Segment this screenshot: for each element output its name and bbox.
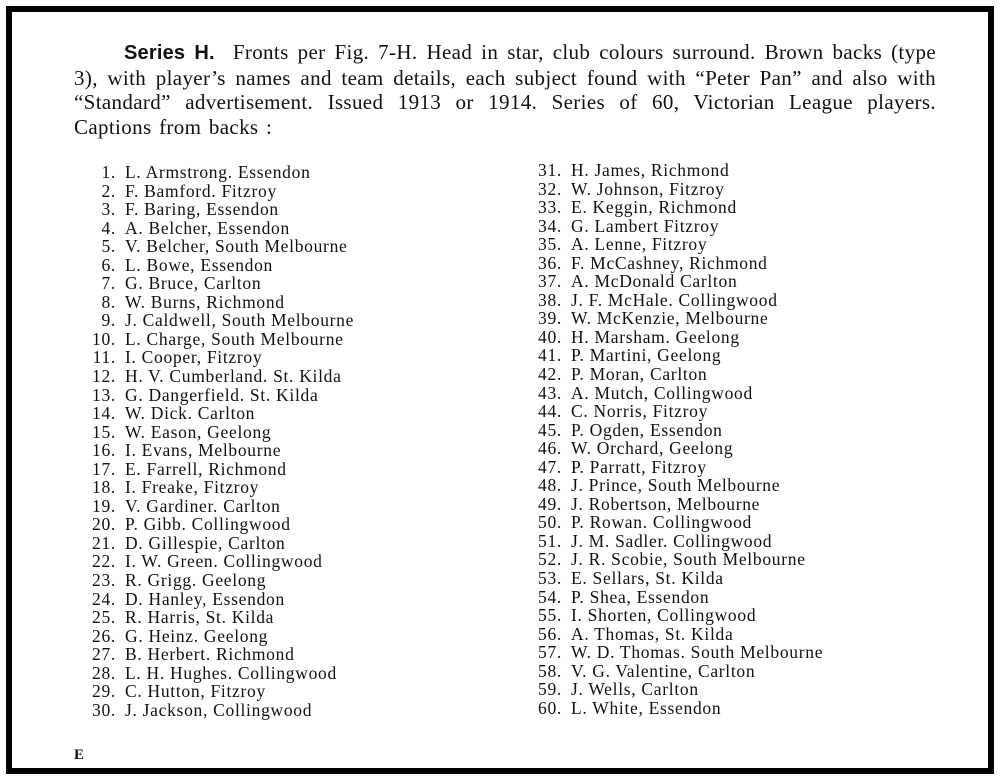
player-name-team: G. Heinz. Geelong <box>125 625 269 646</box>
player-list-item <box>72 182 492 201</box>
player-number: 15. <box>92 421 116 442</box>
player-list-item <box>500 198 940 217</box>
player-list-item <box>500 680 940 699</box>
player-name-team: W. McKenzie, Melbourne <box>571 308 769 329</box>
player-name-team: J. F. McHale. Collingwood <box>571 289 778 310</box>
player-list-item <box>500 458 940 477</box>
player-number: 50. <box>538 512 562 533</box>
player-name-team: W. Orchard, Geelong <box>571 438 734 459</box>
player-list-item <box>72 534 492 553</box>
player-list-item <box>500 662 940 681</box>
player-number: 25. <box>92 607 116 628</box>
player-list-item <box>72 367 492 386</box>
player-number: 40. <box>538 326 562 347</box>
player-number: 21. <box>92 532 116 553</box>
player-number: 18. <box>92 477 116 498</box>
player-number: 54. <box>538 586 562 607</box>
player-name-team: I. Freake, Fitzroy <box>125 477 260 498</box>
player-name-team: W. Dick. Carlton <box>125 403 256 424</box>
player-number: 49. <box>538 493 562 514</box>
player-number: 60. <box>538 697 562 718</box>
player-list-item <box>500 625 940 644</box>
player-name-team: A. Thomas, St. Kilda <box>571 623 734 644</box>
player-number: 43. <box>538 382 562 403</box>
player-list-item <box>500 439 940 458</box>
player-list-item <box>500 384 940 403</box>
player-list-left-column <box>72 163 492 719</box>
player-list-item <box>500 550 940 569</box>
player-list-item <box>500 272 940 291</box>
player-number: 24. <box>92 588 116 609</box>
player-list-item <box>72 237 492 256</box>
player-list-item <box>72 200 492 219</box>
player-name-team: V. Belcher, South Melbourne <box>125 236 348 257</box>
series-title: Series H. <box>124 42 215 64</box>
player-name-team: G. Bruce, Carlton <box>125 273 262 294</box>
series-description: Fronts per Fig. 7-H. Head in star, club colours surround. Brown backs (type 3), with player’s names and team details, each subject found with “Peter Pan” and also with “Standard” advertisement. Issued 1913 or 1914. Series of 60, Victorian League players. Captions from backs : <box>74 40 936 139</box>
player-list-item <box>500 476 940 495</box>
player-number: 38. <box>538 289 562 310</box>
page-frame <box>6 6 994 774</box>
player-name-team: L. Armstrong. Essendon <box>125 162 311 182</box>
page-footer-letter: E <box>74 747 85 763</box>
player-list-item <box>72 256 492 275</box>
player-name-team: V. G. Valentine, Carlton <box>571 660 756 681</box>
player-list-item <box>500 421 940 440</box>
player-list-item <box>72 274 492 293</box>
player-number: 19. <box>92 495 116 516</box>
player-name-team: D. Gillespie, Carlton <box>125 532 286 553</box>
player-number: 39. <box>538 308 562 329</box>
player-number: 59. <box>538 679 562 700</box>
player-number: 12. <box>92 366 116 387</box>
player-name-team: J. R. Scobie, South Melbourne <box>571 549 806 570</box>
player-name-team: R. Grigg. Geelong <box>125 570 267 591</box>
player-name-team: P. Rowan. Collingwood <box>571 512 752 533</box>
player-name-team: V. Gardiner. Carlton <box>125 495 281 516</box>
player-list-item <box>500 235 940 254</box>
player-number: 56. <box>538 623 562 644</box>
player-list-item <box>72 608 492 627</box>
player-list-item <box>500 606 940 625</box>
player-name-team: J. Robertson, Melbourne <box>571 493 761 514</box>
player-name-team: F. Baring, Essendon <box>125 199 279 220</box>
player-number: 26. <box>92 625 116 646</box>
player-list-item <box>500 217 940 236</box>
player-list-item <box>72 682 492 701</box>
series-intro-paragraph <box>74 40 936 139</box>
player-number: 42. <box>538 364 562 385</box>
player-list-item <box>72 293 492 312</box>
player-number: 52. <box>538 549 562 570</box>
player-name-team: I. Evans, Melbourne <box>125 440 282 461</box>
player-name-team: I. Shorten, Collingwood <box>571 605 757 626</box>
player-name-team: J. Prince, South Melbourne <box>571 475 781 496</box>
player-list-item <box>500 254 940 273</box>
player-list-item <box>500 161 940 180</box>
player-number: 58. <box>538 660 562 681</box>
player-name-team: J. Caldwell, South Melbourne <box>125 310 355 331</box>
player-number: 46. <box>538 438 562 459</box>
player-list-item <box>500 699 940 718</box>
player-name-team: R. Harris, St. Kilda <box>125 607 275 628</box>
player-list-item <box>72 571 492 590</box>
player-list-right-column <box>500 161 940 717</box>
player-list-item <box>500 291 940 310</box>
player-number: 53. <box>538 568 562 589</box>
player-list-item <box>72 441 492 460</box>
player-list-item <box>500 180 940 199</box>
player-number: 17. <box>92 458 116 479</box>
player-number: 35. <box>538 234 562 255</box>
player-number: 3. <box>101 199 116 220</box>
player-number: 6. <box>101 254 116 275</box>
player-name-team: G. Dangerfield. St. Kilda <box>125 384 319 405</box>
document-page <box>12 12 988 768</box>
player-list-item <box>72 460 492 479</box>
player-number: 31. <box>538 160 562 180</box>
player-name-team: P. Parratt, Fitzroy <box>571 456 707 477</box>
player-number: 37. <box>538 271 562 292</box>
player-number: 23. <box>92 570 116 591</box>
player-list-item <box>72 404 492 423</box>
player-list-item <box>500 365 940 384</box>
player-name-team: A. Belcher, Essendon <box>125 217 290 238</box>
player-list-item <box>500 346 940 365</box>
player-list-item <box>500 569 940 588</box>
player-list-item <box>72 515 492 534</box>
player-number: 33. <box>538 197 562 218</box>
player-name-team: F. McCashney, Richmond <box>571 252 768 273</box>
player-name-team: C. Hutton, Fitzroy <box>125 681 266 702</box>
player-list-item <box>500 643 940 662</box>
player-number: 34. <box>538 215 562 236</box>
player-name-team: A. Lenne, Fitzroy <box>571 234 708 255</box>
player-list-item <box>72 219 492 238</box>
player-number: 9. <box>101 310 116 331</box>
player-name-team: H. V. Cumberland. St. Kilda <box>125 366 342 387</box>
player-list-item <box>72 627 492 646</box>
player-number: 11. <box>92 347 116 368</box>
player-number: 20. <box>92 514 116 535</box>
player-name-team: E. Keggin, Richmond <box>571 197 737 218</box>
player-name-team: P. Moran, Carlton <box>571 364 708 385</box>
player-list-item <box>500 328 940 347</box>
player-name-team: W. Eason, Geelong <box>125 421 272 442</box>
player-number: 51. <box>538 530 562 551</box>
player-name-team: W. Burns, Richmond <box>125 291 285 312</box>
player-number: 16. <box>92 440 116 461</box>
player-name-team: P. Shea, Essendon <box>571 586 710 607</box>
player-list-item <box>500 402 940 421</box>
player-number: 41. <box>538 345 562 366</box>
player-name-team: E. Farrell, Richmond <box>125 458 287 479</box>
player-number: 2. <box>101 180 116 201</box>
player-list-item <box>500 495 940 514</box>
player-name-team: J. Jackson, Collingwood <box>125 699 313 720</box>
player-name-team: L. Charge, South Melbourne <box>125 328 344 349</box>
player-list-item <box>72 330 492 349</box>
player-list-item <box>72 478 492 497</box>
player-list-item <box>500 588 940 607</box>
player-list-item <box>72 497 492 516</box>
player-list-item <box>72 552 492 571</box>
player-name-team: J. Wells, Carlton <box>571 679 699 700</box>
player-name-team: L. H. Hughes. Collingwood <box>125 662 337 683</box>
player-number: 57. <box>538 642 562 663</box>
player-list-item <box>72 163 492 182</box>
player-number: 1. <box>101 162 116 182</box>
player-number: 7. <box>101 273 116 294</box>
player-name-team: W. Johnson, Fitzroy <box>571 178 725 199</box>
player-name-team: F. Bamford. Fitzroy <box>125 180 277 201</box>
player-name-team: P. Martini, Geelong <box>571 345 722 366</box>
player-number: 13. <box>92 384 116 405</box>
player-number: 10. <box>92 328 116 349</box>
player-list-item <box>72 311 492 330</box>
player-number: 28. <box>92 662 116 683</box>
player-list-item <box>72 386 492 405</box>
player-name-team: J. M. Sadler. Collingwood <box>571 530 773 551</box>
player-number: 44. <box>538 401 562 422</box>
player-number: 27. <box>92 644 116 665</box>
player-name-team: A. Mutch, Collingwood <box>571 382 753 403</box>
player-name-team: C. Norris, Fitzroy <box>571 401 709 422</box>
player-number: 14. <box>92 403 116 424</box>
player-number: 22. <box>92 551 116 572</box>
player-number: 4. <box>101 217 116 238</box>
player-list-item <box>500 513 940 532</box>
player-number: 30. <box>92 699 116 720</box>
player-number: 36. <box>538 252 562 273</box>
player-name-team: I. Cooper, Fitzroy <box>125 347 263 368</box>
player-number: 8. <box>101 291 116 312</box>
player-name-team: P. Gibb. Collingwood <box>125 514 291 535</box>
player-number: 5. <box>101 236 116 257</box>
player-name-team: G. Lambert Fitzroy <box>571 215 720 236</box>
player-name-team: E. Sellars, St. Kilda <box>571 568 724 589</box>
player-name-team: I. W. Green. Collingwood <box>125 551 323 572</box>
player-list-item <box>72 645 492 664</box>
player-list-item <box>500 532 940 551</box>
player-list-item <box>500 309 940 328</box>
player-list-item <box>72 423 492 442</box>
player-list-item <box>72 590 492 609</box>
player-number: 48. <box>538 475 562 496</box>
player-name-team: P. Ogden, Essendon <box>571 419 723 440</box>
player-name-team: L. White, Essendon <box>571 697 722 718</box>
player-name-team: A. McDonald Carlton <box>571 271 738 292</box>
player-name-team: D. Hanley, Essendon <box>125 588 285 609</box>
player-name-team: H. Marsham. Geelong <box>571 326 740 347</box>
player-list-item <box>72 348 492 367</box>
player-name-team: L. Bowe, Essendon <box>125 254 273 275</box>
player-list-item <box>72 701 492 720</box>
player-number: 32. <box>538 178 562 199</box>
player-name-team: B. Herbert. Richmond <box>125 644 295 665</box>
player-number: 47. <box>538 456 562 477</box>
player-name-team: W. D. Thomas. South Melbourne <box>571 642 824 663</box>
player-number: 45. <box>538 419 562 440</box>
player-number: 55. <box>538 605 562 626</box>
player-number: 29. <box>92 681 116 702</box>
player-name-team: H. James, Richmond <box>571 160 730 180</box>
player-list-item <box>72 664 492 683</box>
